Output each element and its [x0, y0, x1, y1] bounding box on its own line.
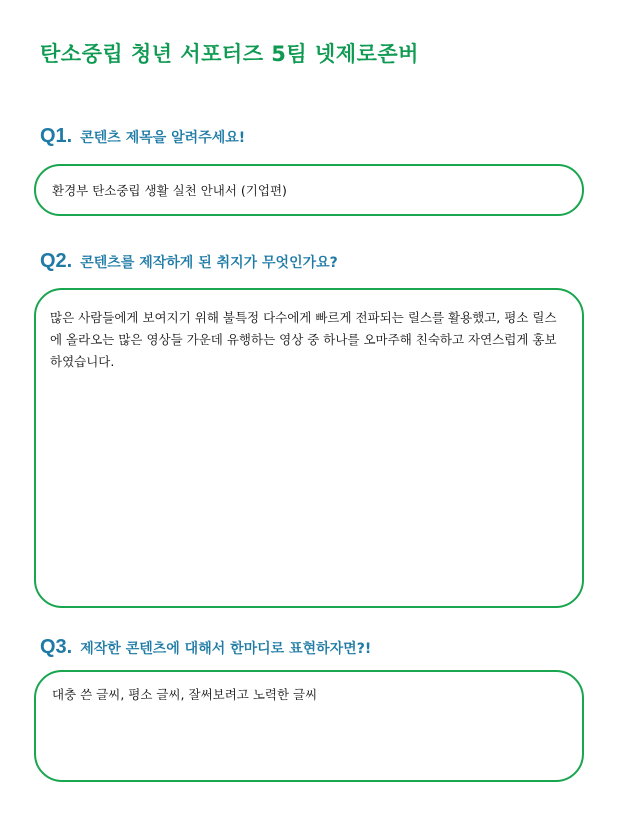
question-2-heading [40, 250, 338, 273]
question-3-text: 제작한 콘텐츠에 대해서 한마디로 표현하자면?! [80, 641, 372, 657]
question-3-heading [40, 636, 371, 659]
answer-3-box [34, 670, 584, 782]
question-2-text: 콘텐츠를 제작하게 된 취지가 무엇인가요? [80, 255, 338, 271]
question-3-number: Q3. [40, 636, 73, 658]
question-1-heading [40, 125, 245, 148]
question-1-number: Q1. [40, 125, 73, 147]
answer-2-text: 많은 사람들에게 보여지기 위해 불특정 다수에게 빠르게 전파되는 릴스를 활용했고, 평소 릴스에 올라오는 많은 영상들 가운데 유행하는 영상 중 하나를 오마주해 친숙하고 자연스럽게 홍보하였습니다. [50, 310, 557, 369]
answer-1-box [34, 164, 584, 216]
answer-2-box [34, 288, 584, 608]
page-title: 탄소중립 청년 서포터즈 5팀 넷제로존버 [40, 42, 419, 66]
answer-3-text: 대충 쓴 글씨, 평소 글씨, 잘써보려고 노력한 글씨 [52, 687, 318, 702]
question-1-text: 콘텐츠 제목을 알려주세요! [80, 130, 246, 146]
answer-1-text: 환경부 탄소중립 생활 실천 안내서 (기업편) [52, 183, 287, 198]
question-2-number: Q2. [40, 250, 73, 272]
